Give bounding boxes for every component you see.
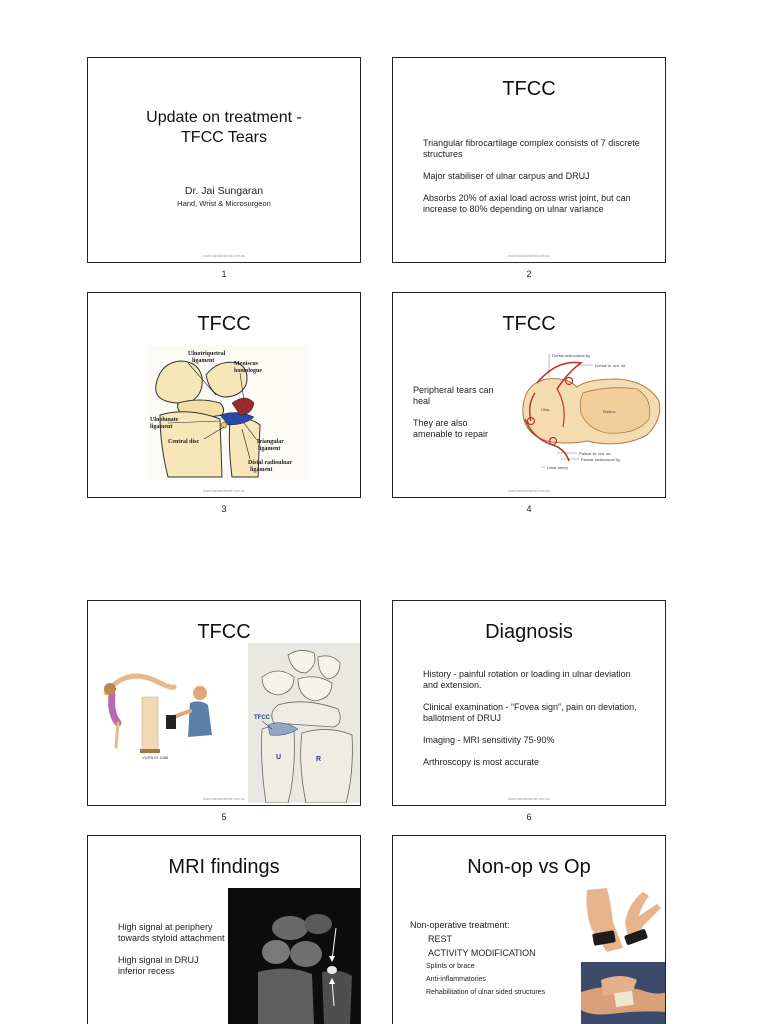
label-ulnolunate-1: Ulnolunate [150,417,179,423]
slide-1-title-line1: Update on treatment - [146,109,302,126]
slide-footer: www.handandwrist.com.au [508,254,550,258]
taping-photo [581,962,666,1024]
label-triangular-1: Triangular [256,439,284,445]
bullet: History - painful rotation or loading in ulnar deviation and extension. [423,669,631,690]
list-heading: Non-operative treatment: [410,920,510,930]
slide-7 [87,835,361,1024]
slide-footer: www.handandwrist.com.au [203,254,245,258]
tfcc-blood-supply-diagram [517,349,666,474]
bullet: Arthroscopy is most accurate [423,757,540,767]
label-dorsal-radiocarpal: Dorsal radiocarpal lig. [552,353,591,358]
text-line: They are also amenable to repair [413,418,489,439]
label-ulna: Ulna [541,407,550,412]
slide-4-body [413,385,508,451]
slide-1-author: Dr. Jai Sungaran [184,185,264,197]
label-triangular-2: ligament [258,446,281,452]
bullet: Imaging - MRI sensitivity 75-90% [423,735,555,745]
list-item-sub: Splints or brace [426,963,475,970]
label-radius-r: R [316,756,322,763]
text-line: High signal at periphery towards styloid attachment [118,922,225,943]
slide-footer: www.handandwrist.com.au [508,489,550,493]
slide-8-title: Non-op vs Op [467,856,591,878]
slide-number: 5 [221,812,227,822]
slide-4 [392,292,666,498]
slide-2-title: TFCC [502,78,556,100]
slide-3-title: TFCC [197,313,251,335]
slide-5 [87,600,361,806]
label-distal-radioulnar-2: ligament [250,467,273,473]
slide-8 [392,835,666,1024]
label-palmar-branch: Palmar br. ant. int. [579,451,612,456]
wrist-brace-photo [581,882,666,962]
label-ulnotriquetral-2: ligament [192,358,215,364]
tfcc-anatomy-diagram [148,345,308,480]
slide-footer: www.handandwrist.com.au [203,797,245,801]
mri-image [228,888,361,1024]
text-line: Peripheral tears can heal [413,385,494,406]
label-ulnotriquetral-1: Ulnotriquetral [188,351,226,357]
label-ulnar-artery: Ulnar artery [547,465,568,470]
slide-2 [392,57,666,263]
slide-footer: www.handandwrist.com.au [508,797,550,801]
label-ulna-u: U [276,754,282,761]
slide-number: 3 [221,504,227,514]
list-item-sub: Rehabilitation of ulnar sided structures [426,989,546,996]
gymnast-illustration [96,663,220,763]
slide-1-title-line2: TFCC Tears [181,129,267,146]
slide-number: 4 [526,504,532,514]
slide-1 [87,57,361,263]
slide-1-title [88,108,360,148]
slide-2-body [423,138,643,226]
list-item-main: ACTIVITY MODIFICATION [428,948,536,958]
slide-3 [87,292,361,498]
label-radius: Radius [603,409,616,414]
slide-8-body [410,919,580,999]
wrist-bones-illustration [248,643,360,803]
slide-5-title: TFCC [197,621,251,643]
slide-number: 6 [526,812,532,822]
text-line: High signal in DRUJ inferior recess [118,955,199,976]
slide-1-role: Hand, Wrist & Microsurgeon [177,199,271,208]
slide-number: 1 [221,269,227,279]
slide-7-title: MRI findings [168,856,280,878]
slide-6-body [423,669,643,779]
list-item-sub: Anti-inflammatories [426,976,486,983]
label-meniscus-1: Meniscus [234,361,258,367]
illustration-caption: VURB ID 1088 [142,755,169,760]
bullet: Major stabiliser of ulnar carpus and DRUJ [423,171,590,181]
slide-footer: www.handandwrist.com.au [203,489,245,493]
bullet: Triangular fibrocartilage complex consists of 7 discrete structures [423,138,640,159]
label-palmar-radiocarpal: Palmar radiocarpal lig. [581,457,621,462]
bullet: Clinical examination - “Fovea sign”, pain on deviation, ballotment of DRUJ [423,702,637,723]
label-meniscus-2: homologue [234,368,263,374]
slide-number: 2 [526,269,532,279]
list-item-main: REST [428,934,453,944]
bullet: Absorbs 20% of axial load across wrist joint, but can increase to 80% depending on ulnar variance [423,193,631,214]
label-central-disc: Central disc [168,439,200,445]
slide-6-title: Diagnosis [485,621,573,643]
slide-4-title: TFCC [502,313,556,335]
slide-6 [392,600,666,806]
slide-7-body [118,922,228,988]
label-distal-radioulnar-1: Distal radioulnar [248,460,293,466]
label-ulnolunate-2: ligament [150,424,173,430]
label-tfcc: TFCC [254,715,270,721]
label-dorsal-branch: Dorsal br. ant. int. [595,363,627,368]
